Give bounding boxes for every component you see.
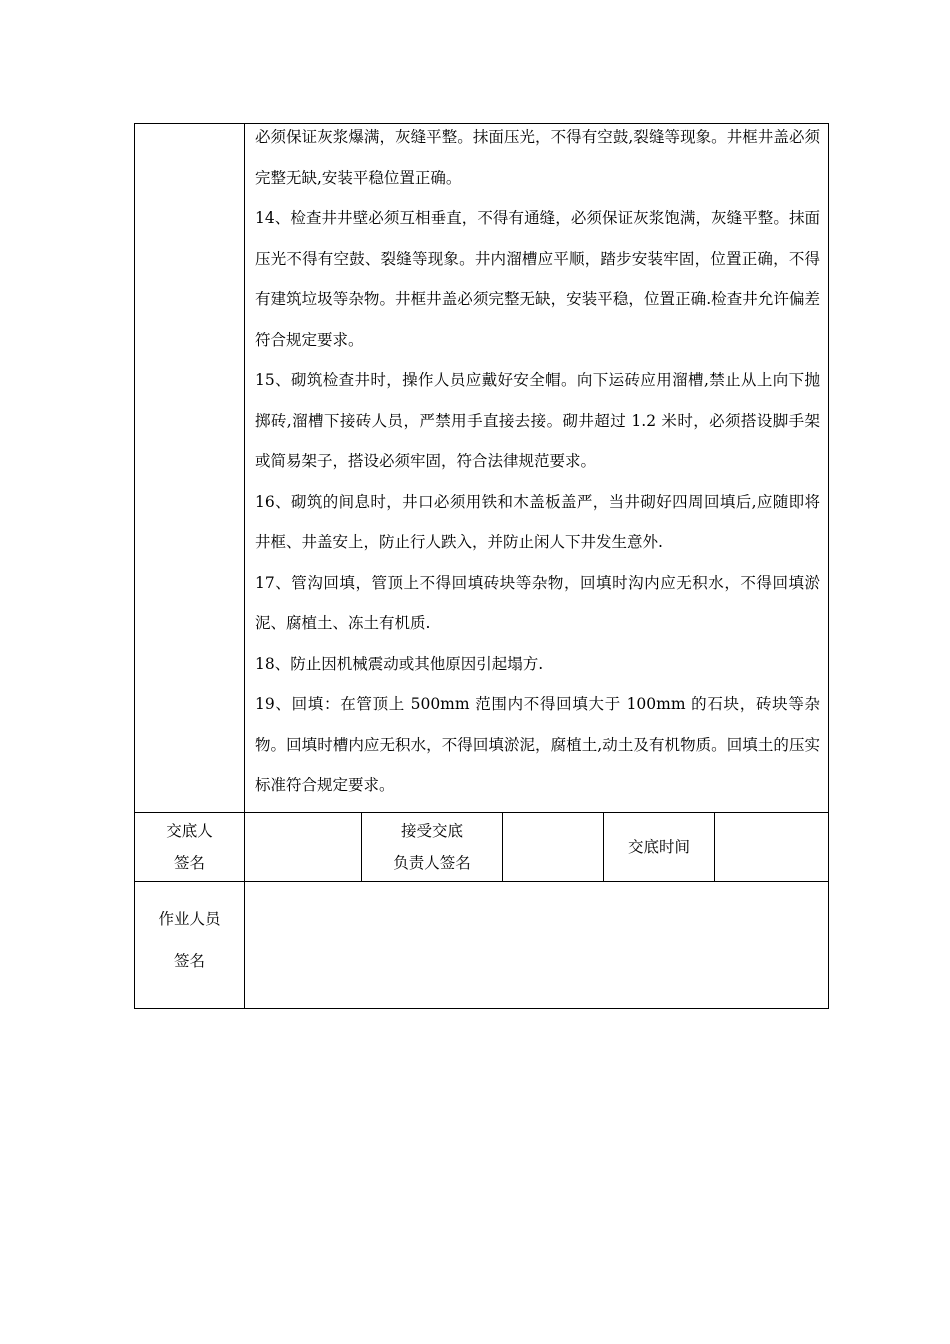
paragraph-17: 17、管沟回填，管顶上不得回填砖块等杂物，回填时沟内应无积水，不得回填淤泥、腐植土、冻土有机质. — [255, 573, 821, 632]
discloser-signature-field[interactable] — [245, 813, 362, 882]
paragraph-13-cont: 必须保证灰浆爆满，灰缝平整。抹面压光，不得有空鼓,裂缝等现象。井框井盖必须完整无缺,安装平稳位置正确。 — [255, 128, 821, 187]
signature-row — [135, 813, 829, 882]
paragraph-15: 15、砌筑检查井时，操作人员应戴好安全帽。向下运砖应用溜槽,禁止从上向下抛掷砖,溜槽下接砖人员，严禁用手直接去接。砌井超过 1.2 米时，必须搭设脚手架或简易架子，搭设必须牢固，符合法律规范要求。 — [255, 371, 821, 470]
content-cell — [245, 124, 829, 813]
worker-row — [135, 882, 829, 1009]
paragraph-14: 14、检查井井壁必须互相垂直，不得有通缝，必须保证灰浆饱满，灰缝平整。抹面压光不得有空鼓、裂缝等现象。井内溜槽应平顺，踏步安装牢固，位置正确，不得有建筑垃圾等杂物。井框井盖必须完整无缺，安装平稳，位置正确.检查井允许偏差符合规定要求。 — [255, 209, 821, 349]
paragraph-19: 19、回填：在管顶上 500mm 范围内不得回填大于 100mm 的石块，砖块等杂物。回填时槽内应无积水，不得回填淤泥，腐植土,动土及有机物质。回填土的压实标准符合规定要求。 — [255, 695, 821, 794]
discloser-label: 交底人 签名 — [135, 813, 245, 882]
disclosure-time-label: 交底时间 — [604, 813, 715, 882]
receiver-signature-field[interactable] — [503, 813, 604, 882]
worker-signature-field[interactable] — [245, 882, 829, 1009]
content-row — [135, 124, 829, 813]
worker-label: 作业人员 签名 — [135, 882, 245, 1009]
disclosure-time-field[interactable] — [715, 813, 829, 882]
disclosure-table — [134, 123, 829, 1009]
paragraph-18: 18、防止因机械震动或其他原因引起塌方. — [255, 654, 544, 673]
content-label-cell — [135, 124, 245, 813]
paragraph-16: 16、砌筑的间息时，井口必须用铁和木盖板盖严，当井砌好四周回填后,应随即将井框、井盖安上，防止行人跌入，并防止闲人下井发生意外. — [255, 492, 821, 551]
receiver-label: 接受交底 负责人签名 — [362, 813, 503, 882]
